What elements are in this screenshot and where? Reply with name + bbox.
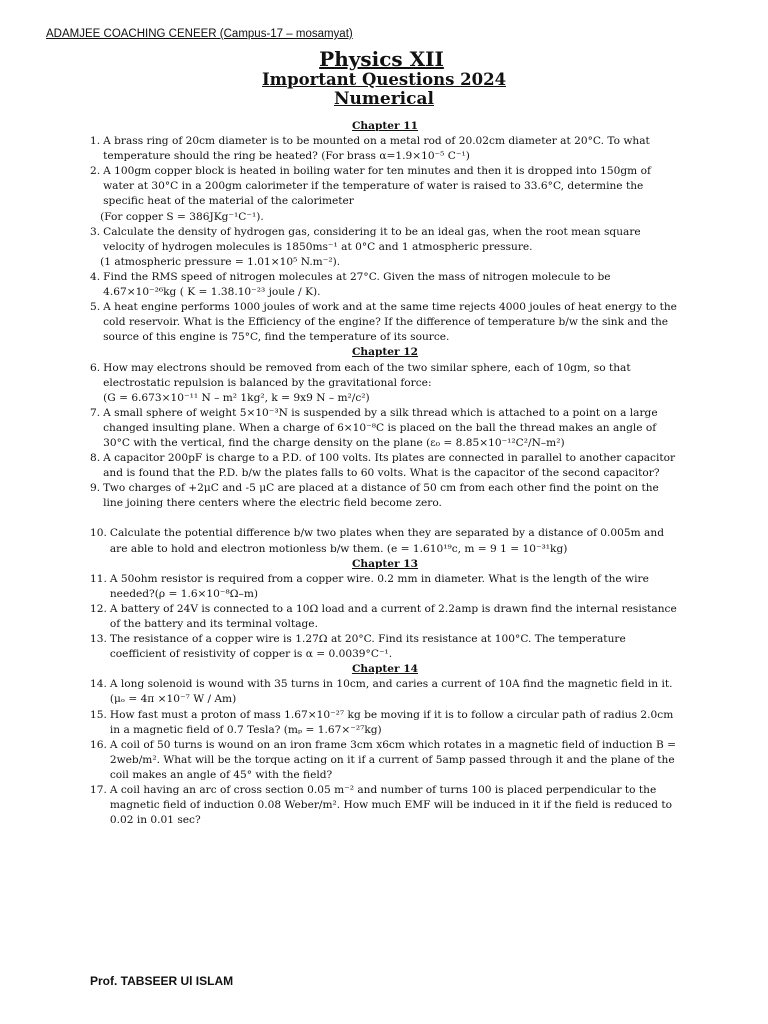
subject-title: Physics XII — [319, 47, 444, 71]
question-text: A long solenoid is wound with 35 turns in 10cm, and caries a current of 10A find the magnetic field in it. (μₒ = 4π ×10⁻⁷ W / Am) — [109, 678, 673, 706]
title-block — [0, 48, 768, 110]
question-item — [90, 526, 680, 556]
question-item — [90, 783, 680, 828]
question-item — [90, 602, 680, 632]
question-note: (For copper S = 386JKg⁻¹C⁻¹). — [100, 210, 264, 223]
question-text: The resistance of a copper wire is 1.27Ω at 20°C. Find its resistance at 100°C. The temperature coefficient of resistivity of copper is α = 0.0039°C⁻¹. — [109, 633, 626, 661]
question-item — [90, 632, 680, 662]
subtitle: Important Questions 2024 — [261, 70, 507, 89]
question-text: Calculate the potential difference b/w two plates when they are separated by a distance of 0.005m and are able to hold and electron motionless b/w them. (e = 1.610¹⁹c, m = 9 1 = 10⁻³¹kg) — [109, 527, 664, 555]
question-text: A coil having an arc of cross section 0.05 m⁻² and number of turns 100 is placed perpendicular to the magnetic field of induction 0.08 Weber/m². How much EMF will be induced in it if the field is reduced to 0.02 in 0.01 sec? — [109, 784, 673, 827]
question-text: How fast must a proton of mass 1.67×10⁻²⁷ kg be moving if it is to follow a circular path of radius 2.0cm in a magnetic field of 0.7 Tesla? (mₚ = 1.67×⁻²⁷kg) — [109, 708, 674, 736]
question-text: A 50ohm resistor is required from a copper wire. 0.2 mm in diameter. What is the length of the wire needed?(ρ = 1.6×10⁻⁸Ω–m) — [109, 572, 649, 600]
question-item — [90, 738, 680, 783]
question-number: 7. — [90, 406, 101, 419]
question-number: 3. — [90, 225, 101, 238]
question-text: A heat engine performs 1000 joules of work and at the same time rejects 4000 joules of heat energy to the cold reservoir. What is the Efficiency of the engine? If the difference of temperature b/w the sink and the source of this engine is 75°C, find the temperature of its source. — [103, 301, 677, 344]
question-number: 17. — [90, 784, 107, 797]
question-item — [90, 451, 680, 481]
question-item — [90, 270, 680, 300]
chapter-heading: Chapter 13 — [351, 557, 419, 570]
question-number: 1. — [90, 135, 101, 148]
question-text: A coil of 50 turns is wound on an iron frame 3cm x6cm which rotates in a magnetic field of induction B = 2web/m². What will be the torque acting on it if a current of 5amp passed through it and the plane of the coil makes an angle of 45° with the field? — [109, 738, 676, 781]
question-body: A 100gm copper block is heated in boiling water for ten minutes and then it is dropped into 150gm of water at 30°C in a 200gm calorimeter if the temperature of water is raised to 33.6°C, determine the specific heat of the material of the calorimeter — [103, 165, 651, 208]
question-text: A capacitor 200pF is charge to a P.D. of 100 volts. Its plates are connected in parallel to another capacitor and is found that the P.D. b/w the plates falls to 60 volts. What is the capacitor of the second capacitor? — [103, 452, 676, 480]
question-item — [90, 481, 680, 511]
spacer — [90, 511, 680, 526]
question-note: (G = 6.673×10⁻¹¹ N – m² 1kg², k = 9x9 N – m²/c²) — [103, 391, 370, 404]
question-number: 8. — [90, 452, 101, 465]
question-number: 13. — [90, 633, 107, 646]
chapter-heading: Chapter 14 — [351, 663, 419, 676]
question-number: 4. — [90, 270, 101, 283]
question-number: 5. — [90, 301, 101, 314]
question-text: A brass ring of 20cm diameter is to be mounted on a metal rod of 20.02cm diameter at 20°C. To what temperature should the ring be heated? (For brass α=1.9×10⁻⁵ C⁻¹) — [103, 135, 650, 163]
question-item — [90, 225, 680, 270]
question-number: 10. — [90, 527, 107, 540]
section-kind: Numerical — [334, 88, 434, 109]
question-number: 15. — [90, 708, 107, 721]
question-item — [90, 406, 680, 451]
question-body: Calculate the density of hydrogen gas, considering it to be an ideal gas, when the root mean square velocity of hydrogen molecules is 1850ms⁻¹ at 0°C and 1 atmospheric pressure. — [103, 225, 641, 253]
question-text: Find the RMS speed of nitrogen molecules at 27°C. Given the mass of nitrogen molecule to be 4.67×10⁻²⁶kg ( K = 1.38.10⁻²³ joule / K). — [103, 270, 611, 299]
question-text — [100, 225, 680, 270]
chapter-heading: Chapter 12 — [351, 346, 419, 359]
question-body: How may electrons should be removed from each of the two similar sphere, each of 10gm, so that electrostatic repulsion is balanced by the gravitational force: — [103, 361, 631, 389]
question-item — [90, 708, 680, 738]
question-number: 12. — [90, 602, 107, 615]
questions-content — [90, 119, 680, 828]
question-text: A battery of 24V is connected to a 10Ω load and a current of 2.2amp is drawn find the internal resistance of the battery and its terminal voltage. — [109, 602, 677, 630]
question-item — [90, 134, 680, 164]
author-footer: Prof. TABSEER Ul ISLAM — [90, 974, 234, 988]
question-number: 6. — [90, 361, 101, 374]
question-item — [90, 677, 680, 707]
question-item — [90, 361, 680, 406]
question-text: A small sphere of weight 5×10⁻³N is suspended by a silk thread which is attached to a point on a large changed insulting plane. When a charge of 6×10⁻⁸C is placed on the ball the thread makes an angle of 30°C with the vertical, find the charge density on the plane (ε₀ = 8.85×10⁻¹²C²/N–m²) — [103, 406, 658, 449]
question-number: 11. — [90, 572, 107, 585]
question-note: (1 atmospheric pressure = 1.01×10⁵ N.m⁻²). — [100, 255, 341, 268]
question-item — [90, 164, 680, 224]
question-number: 2. — [90, 165, 101, 178]
question-number: 9. — [90, 482, 101, 495]
question-text: Two charges of +2μC and -5 μC are placed at a distance of 50 cm from each other find the point on the line joining there centers where the electric field become zero. — [103, 482, 659, 510]
institute-header: ADAMJEE COACHING CENEER (Campus-17 – mosamyat) — [46, 28, 353, 40]
chapter-heading: Chapter 11 — [351, 120, 419, 132]
question-text — [103, 361, 680, 406]
question-item — [90, 300, 680, 345]
question-item — [90, 572, 680, 602]
question-text — [100, 164, 680, 224]
question-number: 16. — [90, 738, 107, 751]
question-number: 14. — [90, 678, 107, 691]
